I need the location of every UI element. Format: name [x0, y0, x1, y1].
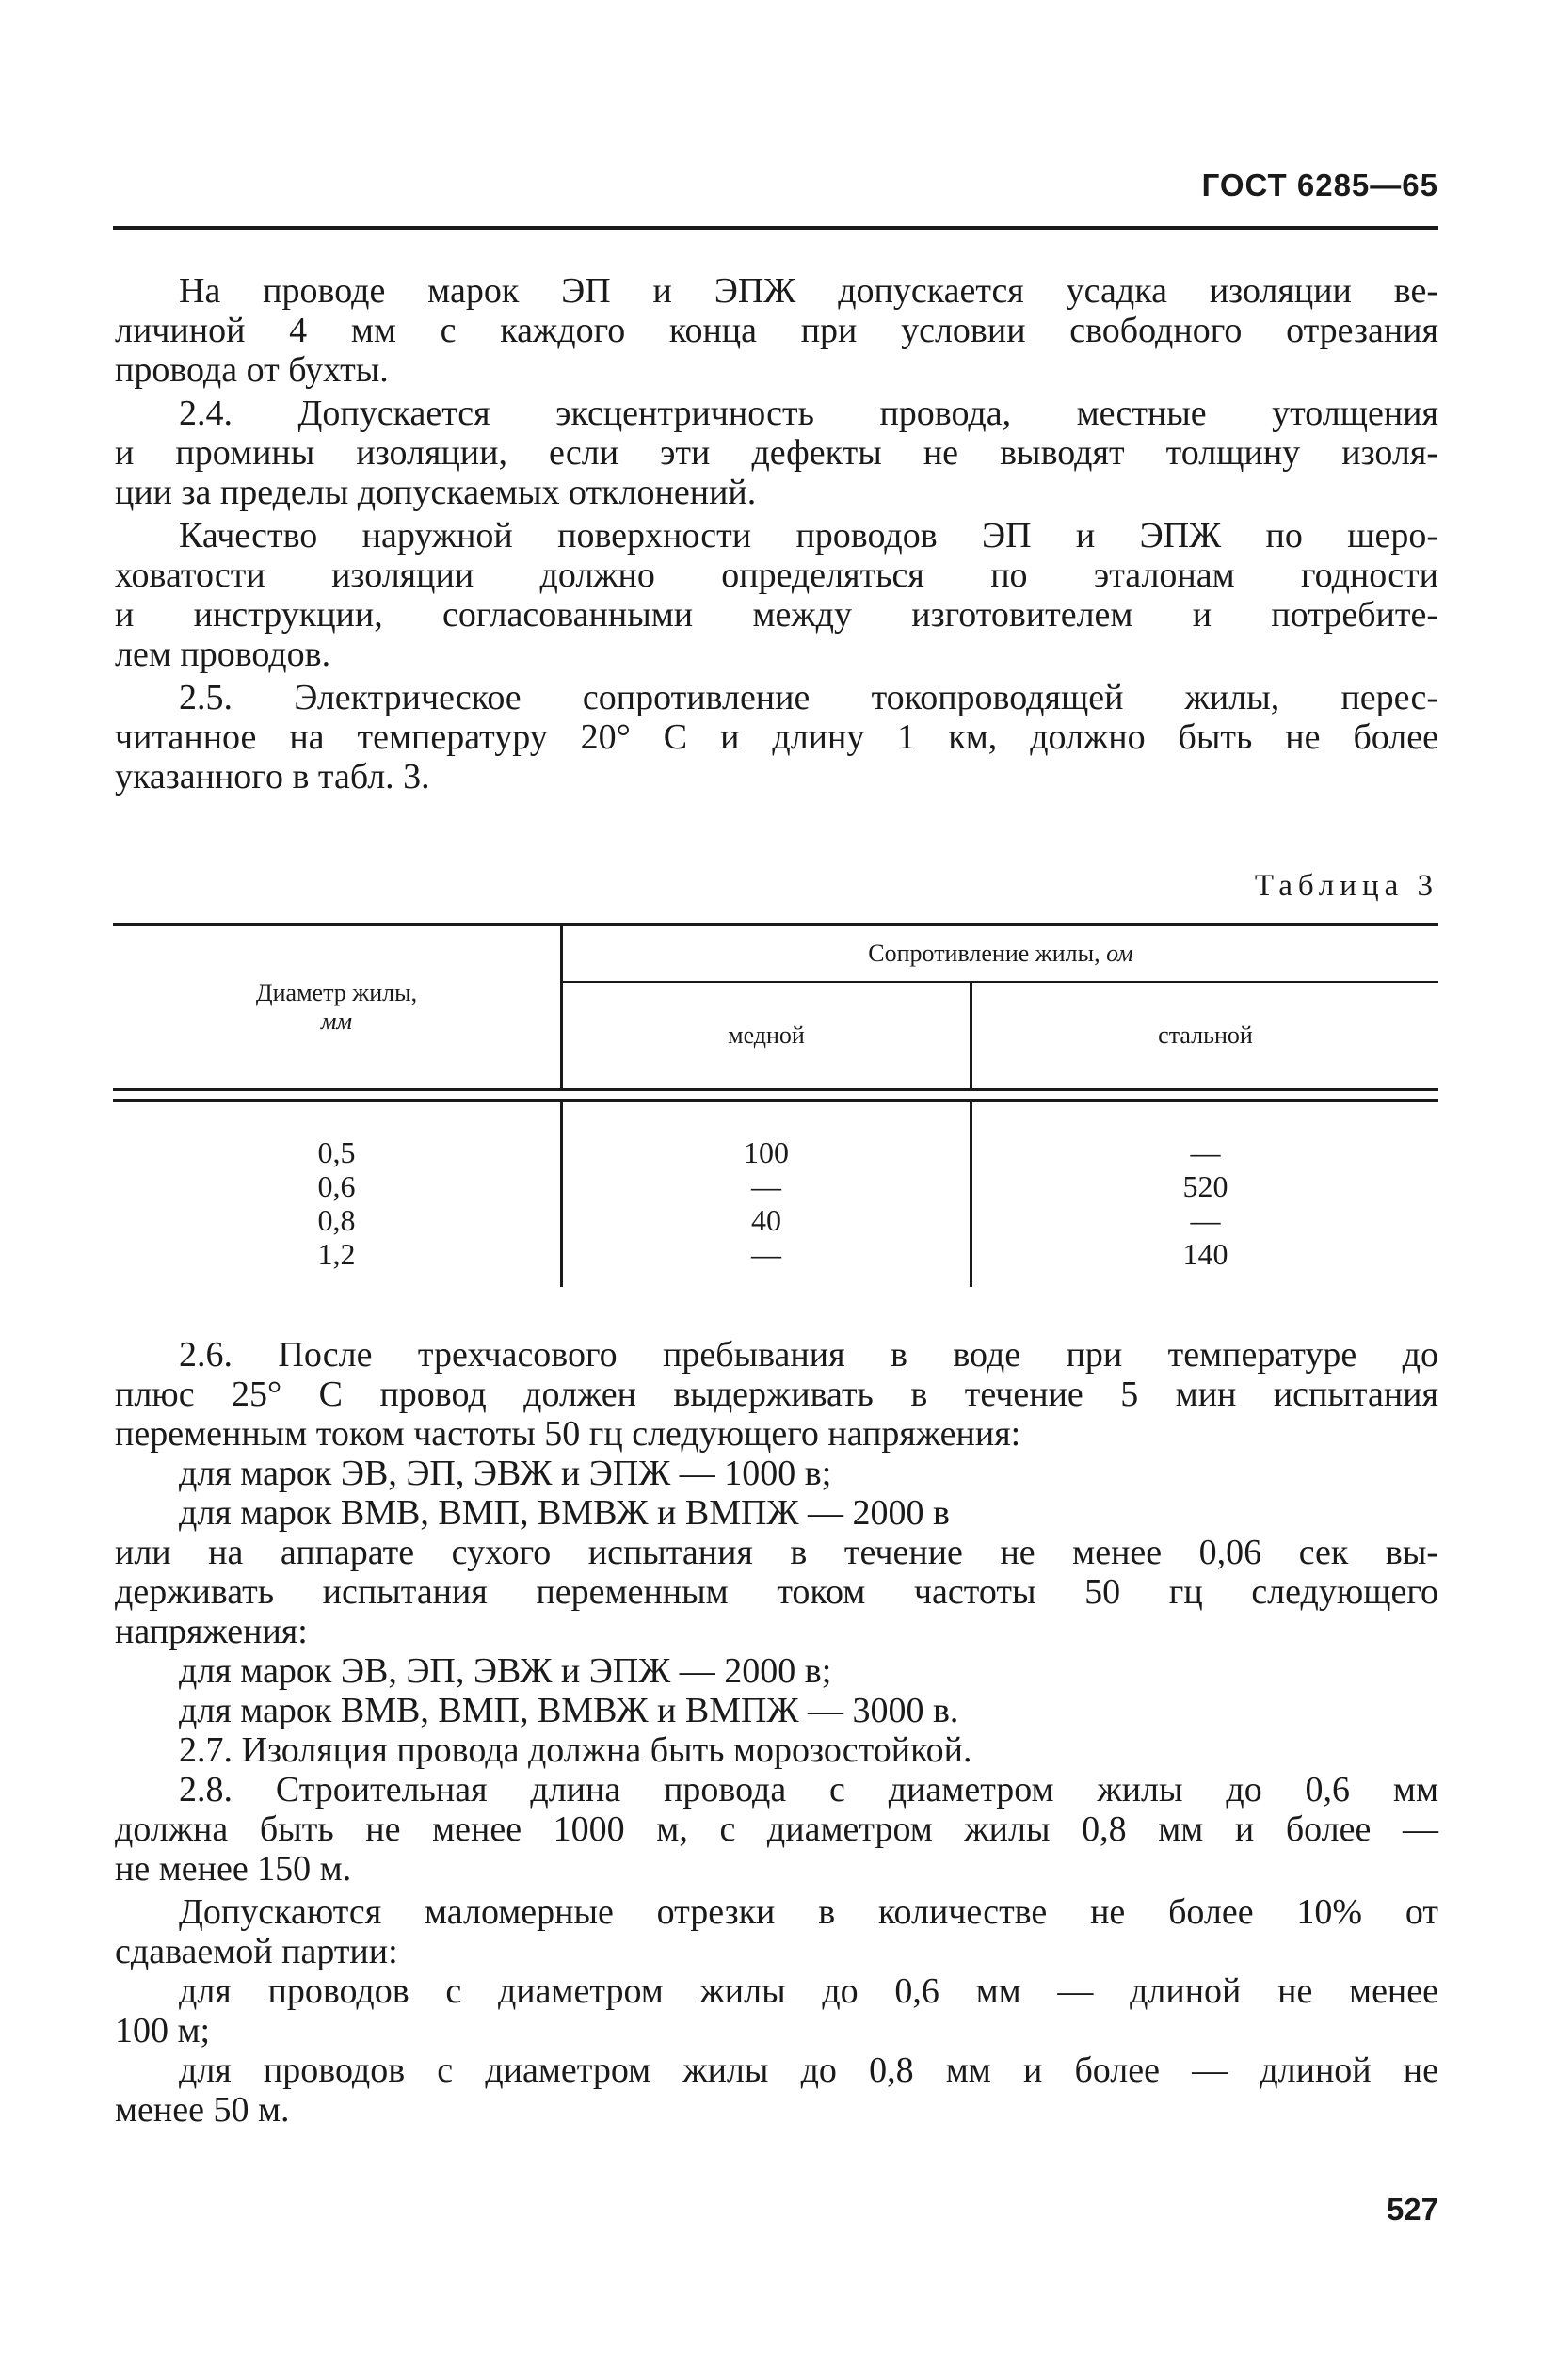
text-line: сдаваемой партии: [115, 1932, 398, 1971]
document-header: ГОСТ 6285—65 [1201, 168, 1438, 202]
text-line: ции за пределы допускаемых отклонений. [115, 473, 757, 512]
text-block-2 [115, 1335, 1438, 2130]
table-cell: — [1190, 1135, 1221, 1169]
text-line: лем проводов. [115, 635, 331, 674]
text-line: или на аппарате сухого испытания в течение не менее 0,06 сек вы- [115, 1533, 1438, 1572]
text-line: менее 50 м. [115, 2090, 290, 2130]
table-cell: — [751, 1169, 781, 1203]
column-diameter-values [113, 1101, 562, 1288]
table-cell: — [1190, 1203, 1221, 1237]
text-line: 2.6. После трехчасового пребывания в воде при температуре до [179, 1335, 1438, 1375]
column-header-diameter [113, 926, 562, 1090]
text-line: 100 м; [115, 2011, 211, 2050]
text-line: и промины изоляции, если эти дефекты не выводят толщину изоля- [115, 433, 1438, 473]
table-cell: 0,6 [317, 1169, 356, 1203]
text-line: напряжения: [115, 1612, 308, 1651]
header-rule [113, 226, 1438, 230]
column-header-diameter-unit: мм [320, 1007, 353, 1035]
column-header-diameter-label: Диаметр жилы, [255, 979, 418, 1006]
text-block-1 [115, 271, 1438, 796]
column-header-steel: стальной [1158, 1021, 1253, 1049]
text-line: Качество наружной поверхности проводов ЭП и ЭПЖ по шеро- [179, 516, 1438, 555]
group-header-label: Сопротивление жилы, [868, 940, 1100, 967]
text-line: держивать испытания переменным током частоты 50 гц следующего [115, 1572, 1438, 1612]
text-line: Допускаются маломерные отрезки в количестве не более 10% от [179, 1892, 1438, 1932]
text-line: провода от бухты. [115, 350, 389, 390]
text-line: для проводов с диаметром жилы до 0,6 мм — длиной не менее [179, 1971, 1438, 2011]
text-line: личиной 4 мм с каждого конца при условии свободного отрезания [115, 311, 1438, 350]
table-cell: 520 [1182, 1169, 1228, 1203]
table-cell: 1,2 [317, 1237, 356, 1271]
table-cell: — [751, 1237, 781, 1271]
column-header-copper: медной [562, 982, 971, 1090]
text-line: ховатости изоляции должно определяться по эталонам годности [115, 555, 1438, 595]
resistance-table [113, 923, 1438, 1287]
text-line: и инструкции, согласованными между изготовителем и потребите- [115, 595, 1438, 635]
group-header-unit: ом [1106, 940, 1133, 967]
text-line: для марок ВМВ, ВМП, ВМВЖ и ВМПЖ — 3000 в. [179, 1691, 959, 1730]
text-line: 2.8. Строительная длина провода с диаметром жилы до 0,6 мм [179, 1770, 1438, 1809]
group-header-resistance [562, 926, 1439, 982]
text-line: для марок ВМВ, ВМП, ВМВЖ и ВМПЖ — 2000 в [179, 1493, 950, 1533]
table-cell: 40 [751, 1203, 781, 1237]
text-line: не менее 150 м. [115, 1849, 352, 1889]
text-line: На проводе марок ЭП и ЭПЖ допускается усадка изоляции ве- [179, 271, 1438, 311]
page-number: 527 [1386, 2192, 1438, 2227]
column-copper-values [562, 1101, 971, 1288]
table-caption: Таблица 3 [1254, 869, 1438, 903]
table-cell: 140 [1182, 1237, 1228, 1271]
text-line: должна быть не менее 1000 м, с диаметром жилы 0,8 мм и более — [115, 1809, 1438, 1849]
table-cell: 100 [744, 1135, 789, 1169]
column-steel-values [971, 1101, 1439, 1288]
text-line: читанное на температуру 20° С и длину 1 км, должно быть не более [115, 717, 1438, 757]
text-line: 2.7. Изоляция провода должна быть морозостойкой. [179, 1730, 972, 1770]
text-line: для проводов с диаметром жилы до 0,8 мм и более — длиной не [179, 2050, 1438, 2090]
text-line: переменным током частоты 50 гц следующего напряжения: [115, 1414, 1021, 1454]
text-line: 2.5. Электрическое сопротивление токопроводящей жилы, перес- [179, 678, 1438, 717]
table-cell: 0,5 [317, 1135, 356, 1169]
text-line: для марок ЭВ, ЭП, ЭВЖ и ЭПЖ — 1000 в; [179, 1454, 832, 1493]
text-line: 2.4. Допускается эксцентричность провода, местные утолщения [179, 394, 1438, 433]
text-line: плюс 25° С провод должен выдерживать в течение 5 мин испытания [115, 1375, 1438, 1414]
text-line: для марок ЭВ, ЭП, ЭВЖ и ЭПЖ — 2000 в; [179, 1651, 832, 1691]
text-line: указанного в табл. 3. [115, 757, 430, 796]
table-cell: 0,8 [317, 1203, 356, 1237]
